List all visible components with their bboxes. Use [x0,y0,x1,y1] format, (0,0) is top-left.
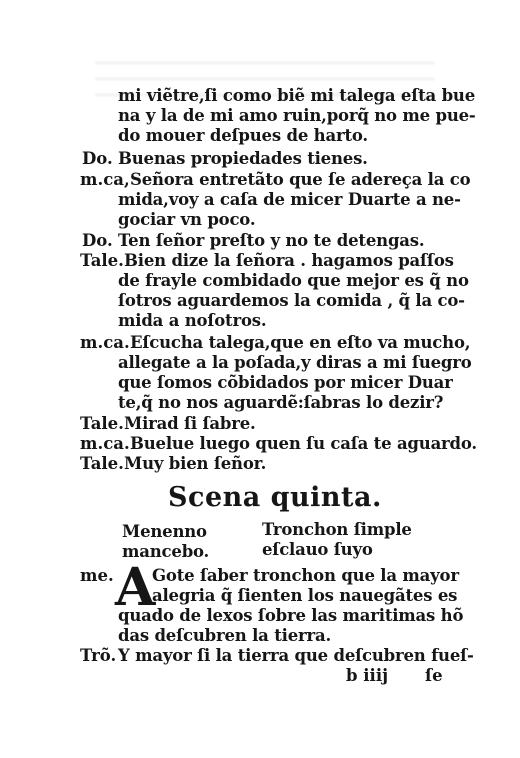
text-line: Buelue luego quen ſu caſa te aguardo. [130,434,477,453]
text-line: Buenas propiedades tienes. [118,149,368,168]
text-line: ſotros aguardemos la comida , q̃ la co- [118,291,465,310]
speaker-label: me. [80,566,114,585]
cast-name: Menenno [122,522,207,541]
text-line: das deſcubren la tierra. [118,626,332,645]
speaker-label: Tale. [80,251,124,270]
speaker-label: Do. [82,231,113,250]
text-line: Muy bien ſeñor. [124,454,267,473]
text-line: do mouer deſpues de harto. [118,126,368,145]
scene-title: Scena quinta. [168,482,382,513]
text-line: mida,voy a caſa de micer Duarte a ne- [118,190,461,209]
speaker-label: Trõ. [80,646,117,665]
cast-role: eſclauo ſuyo [262,540,373,559]
text-line: Mirad ſi ſabre. [124,414,256,433]
speaker-label: Tale. [80,454,124,473]
decorated-initial: A [115,557,156,618]
text-line: te,q̃ no nos aguardẽ:ſabras lo dezir? [118,393,444,412]
speaker-label: m.ca. [80,434,130,453]
cast-role: mancebo. [122,542,210,561]
text-line: quado de lexos ſobre las maritimas hõ [118,606,464,625]
text-line: Y mayor ſi la tierra que deſcubren fueſ- [118,646,474,665]
text-line: que ſomos cõbidados por micer Duar [118,373,453,392]
speaker-label: m.ca, [80,170,130,189]
speaker-label: Do. [82,149,113,168]
text-line: allegate a la poſada,y diras a mi ſuegro [118,353,472,372]
text-line: na y la de mi amo ruin,porq̃ no me pue- [118,106,476,125]
text-line: Señora entretãto que ſe adereça la co [130,170,471,189]
text-line: gociar vn poco. [118,210,256,229]
catchword: ſe [425,666,443,685]
text-line: Bien dize la ſeñora . hagamos paſſos [124,251,454,270]
text-line: Ten ſeñor preſto y no te detengas. [118,231,425,250]
text-line: alegria q̃ ſienten los nauegãtes es [152,586,458,605]
text-line: de frayle combidado que mejor es q̃ no [118,271,469,290]
signature-mark: b iiij [346,666,389,685]
cast-name: Tronchon ſimple [262,520,412,539]
text-line: mi viẽtre,ſi como biẽ mi talega eſta bue [118,86,476,105]
speaker-label: m.ca. [80,333,130,352]
speaker-label: Tale. [80,414,124,433]
text-line: Eſcucha talega,que en eſto va mucho, [130,333,471,352]
text-line: Gote ſaber tronchon que la mayor [152,566,459,585]
text-line: mida a noſotros. [118,311,267,330]
